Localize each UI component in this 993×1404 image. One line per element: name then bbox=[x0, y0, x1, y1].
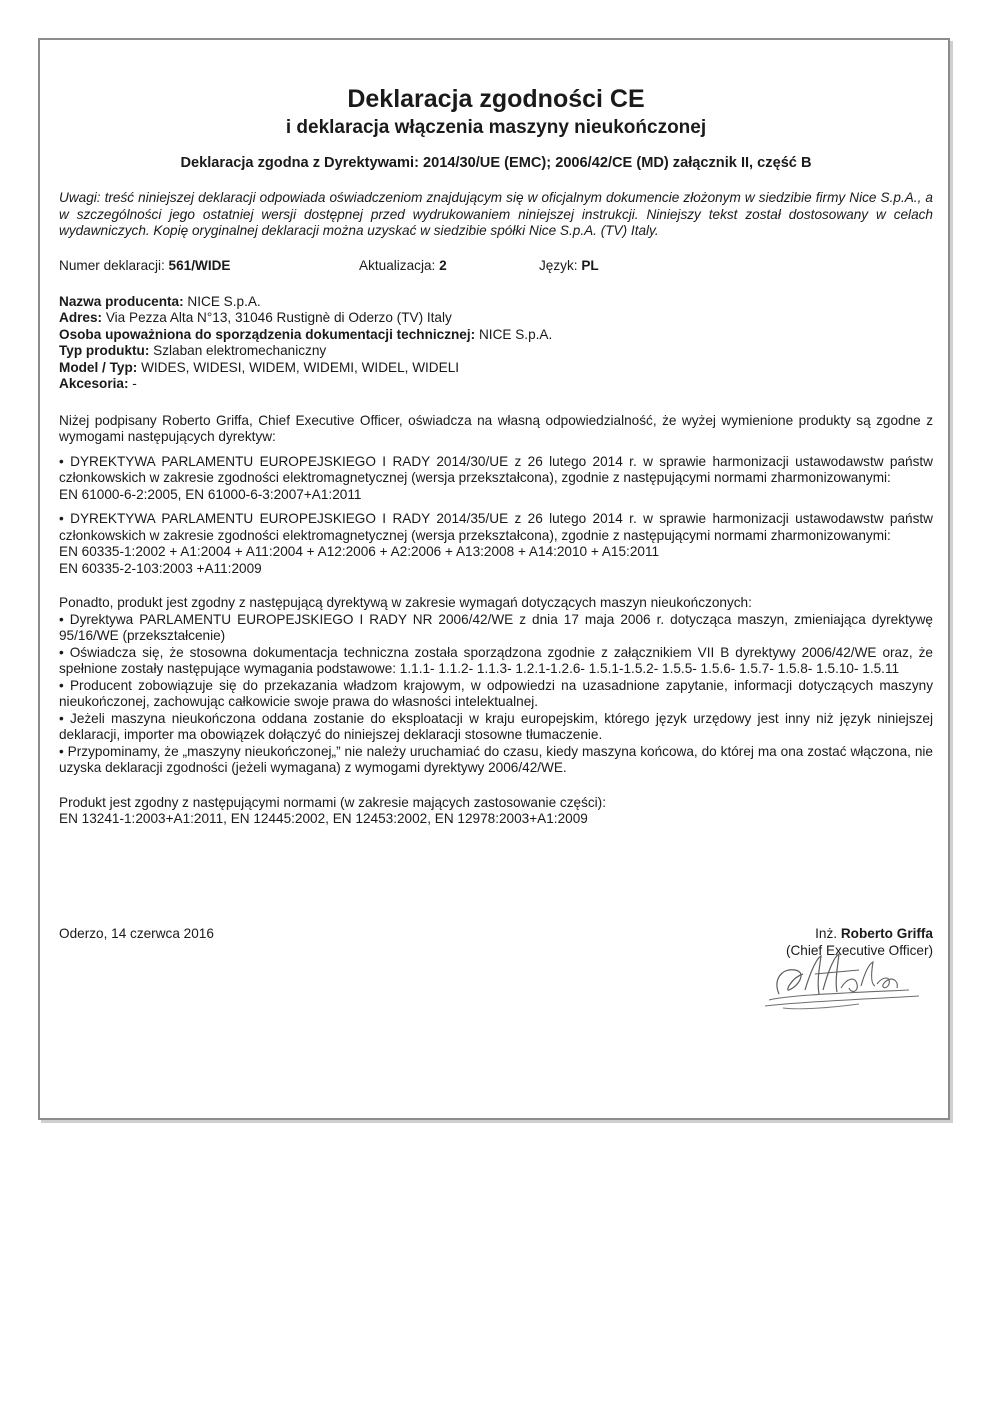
machinery-bullet: • Przypominamy, że „maszyny nieukończonej„” nie należy uruchamiać do czasu, kiedy maszyna końcowa, do której ma ona zostać włączona, nie uzyska deklaracji zgodności (jeżeli wymagana) z wymogami dyrektywy 2006/42/WE. bbox=[59, 743, 933, 775]
directive-emc-text: • DYREKTYWA PARLAMENTU EUROPEJSKIEGO I RADY 2014/30/UE z 26 lutego 2014 r. w sprawie harmonizacji ustawodawstw państw członkowskich w zakresie zgodności elektromagnetycznej (wersja przekształcona), zgodnie z następującymi normami zharmonizowanymi: bbox=[59, 453, 933, 485]
machinery-intro: Ponadto, produkt jest zgodny z następującą dyrektywą w zakresie wymagań dotyczących maszyn nieukończonych: bbox=[59, 595, 752, 610]
machinery-section bbox=[59, 595, 933, 777]
machinery-bullet: • Jeżeli maszyna nieukończona oddana zostanie do eksploatacji w kraju europejskim, którego język urzędowy jest inny niż język niniejszej deklaracji, importer ma obowiązek dołączyć do niniejszej deklaracji stosowne tłumaczenie. bbox=[59, 710, 933, 742]
note-paragraph: Uwagi: treść niniejszej deklaracji odpowiada oświadczeniom znajdującym się w oficjalnym dokumencie złożonym w siedzibie firmy Nice S.p.A., a w szczególności jego ostatniej wersji dostępnej przed wydrukowaniem niniejszej instrukcji. Niniejszy tekst został dostosowany w celach wydawniczych. Kopię oryginalnej deklaracji można uzyskać w siedzibie spółki Nice S.p.A. (TV) Italy. bbox=[59, 190, 933, 238]
norms-intro: Produkt jest zgodny z następującymi normami (w zakresie mających zastosowanie części): bbox=[59, 794, 606, 810]
product-model: Model / Typ: WIDES, WIDESI, WIDEM, WIDEMI, WIDEL, WIDELI bbox=[59, 359, 460, 375]
place-date: Oderzo, 14 czerwca 2016 bbox=[59, 926, 214, 941]
frame-shadow-bottom bbox=[41, 1120, 953, 1123]
producer-name: Nazwa producenta: NICE S.p.A. bbox=[59, 293, 261, 309]
authorized-person: Osoba upoważniona do sporządzenia dokumentacji technicznej: NICE S.p.A. bbox=[59, 326, 553, 342]
declaration-language: Język: PL bbox=[539, 257, 599, 273]
machinery-bullet: • Oświadcza się, że stosowna dokumentacja techniczna została sporządzona zgodnie z załącznikiem VII B dyrektywy 2006/42/WE oraz, że spełnione zostały następujące wymagania podstawowe: 1.1.1- 1.1.2- 1.1.3- 1.2.1-1.2.6- 1.5.1-1.5.2- 1.5.5- 1.5.6- 1.5.7- 1.5.8- 1.5.10- 1.5.11 bbox=[59, 644, 933, 676]
document-content bbox=[59, 84, 933, 828]
norms-list: EN 13241-1:2003+A1:2011, EN 12445:2002, EN 12453:2002, EN 12978:2003+A1:2009 bbox=[59, 811, 588, 826]
declaration-intro: Niżej podpisany Roberto Griffa, Chief Executive Officer, oświadcza na własną odpowiedzialność, że wyżej wymienione produkty są zgodne z wymogami następujących dyrektyw: bbox=[59, 412, 933, 444]
document-title: Deklaracja zgodności CE bbox=[347, 85, 645, 113]
signer-role: (Chief Executive Officer) bbox=[785, 942, 933, 958]
directive-lvd-norms-1: EN 60335-1:2002 + A1:2004 + A11:2004 + A12:2006 + A2:2006 + A13:2008 + A14:2010 + A15:2011 bbox=[59, 544, 660, 559]
signer-name-line: Inż. Roberto Griffa bbox=[815, 926, 933, 941]
document-subtitle: i deklaracja włączenia maszyny nieukończonej bbox=[285, 117, 707, 138]
signature-block bbox=[59, 926, 933, 1016]
declaration-update: Aktualizacja: 2 bbox=[359, 257, 447, 273]
declaration-number: Numer deklaracji: 561/WIDE bbox=[59, 257, 231, 273]
producer-info bbox=[59, 294, 933, 393]
directive-emc-norms: EN 61000-6-2:2005, EN 61000-6-3:2007+A1:2011 bbox=[59, 486, 362, 502]
declaration-meta bbox=[59, 258, 933, 275]
norms-section bbox=[59, 795, 933, 828]
producer-address: Adres: Via Pezza Alta N°13, 31046 Rustignè di Oderzo (TV) Italy bbox=[59, 310, 452, 325]
handwritten-signature-icon bbox=[759, 950, 929, 1014]
directives-line: Deklaracja zgodna z Dyrektywami: 2014/30/UE (EMC); 2006/42/CE (MD) załącznik II, część B bbox=[180, 155, 812, 171]
product-type: Typ produktu: Szlaban elektromechaniczny bbox=[59, 343, 327, 358]
directive-lvd-text: • DYREKTYWA PARLAMENTU EUROPEJSKIEGO I RADY 2014/35/UE z 26 lutego 2014 r. w sprawie harmonizacji ustawodawstw państw członkowskich w zakresie zgodności elektromagnetycznej (wersja przekształcona), zgodnie z następującymi normami zharmonizowanymi: bbox=[59, 511, 933, 543]
directive-lvd bbox=[59, 511, 933, 577]
machinery-bullet: • Dyrektywa PARLAMENTU EUROPEJSKIEGO I RADY NR 2006/42/WE z dnia 17 maja 2006 r. dotycząca maszyn, zmieniająca dyrektywę 95/16/WE (przekształcenie) bbox=[59, 611, 933, 643]
frame-shadow-right bbox=[950, 41, 953, 1123]
product-accessories: Akcesoria: - bbox=[59, 376, 137, 391]
machinery-bullet: • Producent zobowiązuje się do przekazania władzom krajowym, w odpowiedzi na uzasadnione zapytanie, informacji dotyczących maszyny nieukończonej, zachowując całkowicie swoje prawa do własności intelektualnej. bbox=[59, 677, 933, 709]
directive-lvd-norms-2: EN 60335-2-103:2003 +A11:2009 bbox=[59, 560, 262, 576]
directive-emc bbox=[59, 454, 933, 504]
